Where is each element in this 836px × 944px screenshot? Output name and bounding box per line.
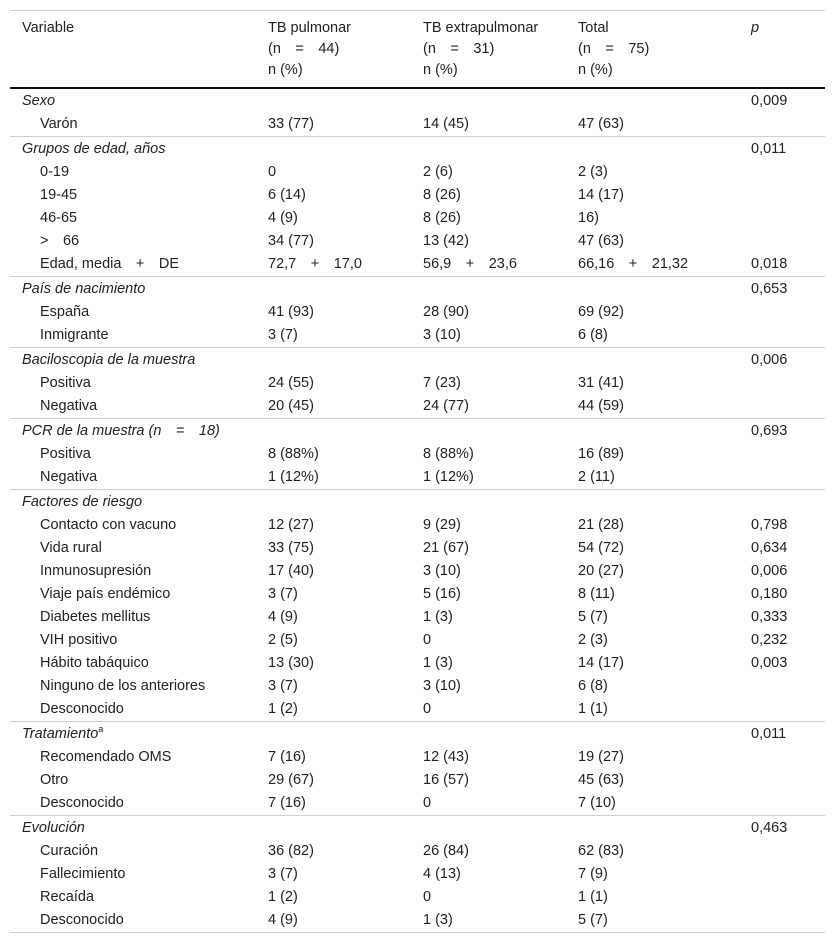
table-row — [10, 863, 825, 886]
row-label: Inmigrante — [40, 327, 109, 343]
cell-p-value — [739, 792, 825, 816]
table-row — [10, 886, 825, 909]
cell-pulmonar: 3 (7) — [268, 866, 298, 882]
table-body — [10, 88, 825, 933]
section-title — [10, 348, 739, 373]
cell-pulmonar: 17 (40) — [268, 563, 314, 579]
cell-extrapulmonar: 13 (42) — [423, 233, 469, 249]
row-label: Negativa — [40, 398, 98, 414]
row-label: 46-65 — [40, 210, 78, 226]
cell-pulmonar: 34 (77) — [268, 233, 314, 249]
table-row — [10, 514, 825, 537]
cell-total: 8 (11) — [578, 586, 615, 602]
cell-extrapulmonar: 8 (26) — [423, 187, 461, 203]
cell-p-value — [739, 230, 825, 253]
cell-extrapulmonar: 7 (23) — [423, 375, 461, 391]
cell-pulmonar: 7 (16) — [268, 795, 306, 811]
cell-pulmonar: 1 (2) — [268, 889, 298, 905]
table-row — [10, 909, 825, 933]
cell-pulmonar: 24 (55) — [268, 375, 314, 391]
cell-total: 16) — [578, 210, 599, 226]
table-row — [10, 537, 825, 560]
row-label: 19-45 — [40, 187, 78, 203]
row-label: Fallecimiento — [40, 866, 126, 882]
cell-total: 19 (27) — [578, 749, 624, 765]
row-label: Positiva — [40, 446, 91, 462]
row-label: Desconocido — [40, 701, 124, 717]
section-p-value — [739, 490, 825, 515]
section-title-text: Evolución — [22, 819, 85, 836]
cell-total: 5 (7) — [566, 909, 739, 933]
cell-pulmonar: 20 (45) — [268, 398, 314, 414]
cell-extrapulmonar: 14 (45) — [423, 116, 469, 132]
section-title — [10, 419, 739, 444]
table-row — [10, 560, 825, 583]
section-header-row — [10, 277, 825, 302]
section-p-value: 0,653 — [739, 277, 825, 302]
section-header-row — [10, 348, 825, 373]
cell-pulmonar: 4 (9) — [256, 909, 411, 933]
table-row — [10, 230, 825, 253]
cell-pulmonar: 7 (16) — [268, 749, 306, 765]
section-title — [10, 816, 739, 841]
section-header-row — [10, 490, 825, 515]
cell-extrapulmonar: 2 (6) — [423, 164, 453, 180]
cell-total: 62 (83) — [578, 843, 624, 859]
cell-extrapulmonar: 12 (43) — [423, 749, 469, 765]
table-row — [10, 629, 825, 652]
cell-total: 20 (27) — [578, 563, 624, 579]
cell-pulmonar: 33 (75) — [268, 540, 314, 556]
row-label: Recaída — [40, 889, 95, 905]
data-table-container — [10, 10, 825, 933]
cell-pulmonar: 12 (27) — [268, 517, 314, 533]
section-header-row — [10, 816, 825, 841]
row-label: Desconocido — [10, 909, 256, 933]
cell-extrapulmonar: 3 (10) — [423, 678, 461, 694]
header-total: Total (n = 75) n (%) — [578, 20, 650, 78]
cell-p-value — [739, 113, 825, 137]
cell-pulmonar: 41 (93) — [268, 304, 314, 320]
section-title-text: Grupos de edad, años — [22, 140, 166, 157]
footnote-marker: a — [98, 723, 104, 734]
cell-p-value: 0,333 — [751, 609, 788, 625]
table-row — [10, 746, 825, 769]
section-title — [10, 88, 739, 113]
row-label: Negativa — [40, 469, 98, 485]
cell-p-value — [739, 466, 825, 490]
cell-pulmonar: 1 (12%) — [268, 469, 319, 485]
cell-extrapulmonar: 0 — [423, 632, 432, 648]
cell-pulmonar: 29 (67) — [268, 772, 314, 788]
table-row — [10, 443, 825, 466]
cell-pulmonar: 13 (30) — [268, 655, 314, 671]
section-title-text: Factores de riesgo — [22, 493, 143, 510]
tb-comparison-table — [10, 10, 825, 933]
table-row — [10, 606, 825, 629]
table-row — [10, 583, 825, 606]
cell-p-value — [739, 184, 825, 207]
table-row — [10, 207, 825, 230]
header-pulmonar: TB pulmonar (n = 44) n (%) — [268, 20, 352, 78]
section-title-text: Baciloscopia de la muestra — [22, 351, 196, 368]
cell-extrapulmonar: 3 (10) — [423, 327, 461, 343]
cell-extrapulmonar: 16 (57) — [423, 772, 469, 788]
cell-extrapulmonar: 1 (3) — [423, 655, 453, 671]
cell-p-value — [739, 886, 825, 909]
table-row — [10, 301, 825, 324]
table-row — [10, 840, 825, 863]
cell-extrapulmonar: 0 — [423, 889, 432, 905]
cell-total: 6 (8) — [578, 678, 608, 694]
cell-total: 69 (92) — [578, 304, 624, 320]
table-header — [10, 11, 825, 89]
cell-total: 21 (28) — [578, 517, 624, 533]
cell-pulmonar: 3 (7) — [268, 586, 298, 602]
table-row — [10, 792, 825, 816]
cell-pulmonar: 3 (7) — [268, 327, 298, 343]
row-label: Diabetes mellitus — [40, 609, 151, 625]
cell-p-value — [739, 395, 825, 419]
section-title — [10, 277, 739, 302]
cell-total: 14 (17) — [578, 655, 624, 671]
cell-p-value — [739, 698, 825, 722]
section-title — [10, 490, 739, 515]
row-label: Viaje país endémico — [40, 586, 171, 602]
section-title-text: Tratamiento — [22, 725, 99, 742]
section-p-value: 0,011 — [739, 137, 825, 162]
header-row — [10, 11, 825, 89]
cell-total: 16 (89) — [578, 446, 624, 462]
cell-p-value — [739, 161, 825, 184]
header-extrapulmonar: TB extrapulmonar (n = 31) n (%) — [423, 20, 539, 78]
cell-total: 2 (3) — [578, 164, 608, 180]
row-label: Ninguno de los anteriores — [40, 678, 206, 694]
cell-p-value — [739, 207, 825, 230]
row-label: Otro — [40, 772, 69, 788]
cell-extrapulmonar: 1 (3) — [423, 609, 453, 625]
table-row — [10, 372, 825, 395]
section-title-text: Sexo — [22, 92, 56, 109]
header-p-value: p — [751, 20, 760, 36]
row-label: Curación — [40, 843, 99, 859]
cell-pulmonar: 36 (82) — [268, 843, 314, 859]
table-row — [10, 395, 825, 419]
row-label: Vida rural — [40, 540, 102, 556]
row-label: Edad, media + DE — [40, 256, 180, 272]
cell-p-value — [739, 675, 825, 698]
row-label: VIH positivo — [40, 632, 118, 648]
section-header-row — [10, 419, 825, 444]
cell-p-value — [739, 909, 825, 933]
cell-total: 1 (1) — [578, 889, 608, 905]
section-title — [10, 722, 739, 747]
cell-extrapulmonar: 8 (88%) — [423, 446, 474, 462]
cell-p-value: 0,798 — [751, 517, 788, 533]
section-title — [10, 137, 739, 162]
cell-pulmonar: 4 (9) — [268, 609, 298, 625]
row-label: Positiva — [40, 375, 91, 391]
cell-extrapulmonar: 4 (13) — [423, 866, 461, 882]
cell-p-value — [739, 324, 825, 348]
cell-extrapulmonar: 21 (67) — [423, 540, 469, 556]
cell-extrapulmonar: 28 (90) — [423, 304, 469, 320]
cell-total: 7 (9) — [578, 866, 608, 882]
row-label: 0-19 — [40, 164, 70, 180]
cell-total: 2 (3) — [578, 632, 608, 648]
cell-total: 2 (11) — [578, 469, 615, 485]
table-row — [10, 184, 825, 207]
cell-p-value: 0,232 — [751, 632, 788, 648]
section-header-row — [10, 137, 825, 162]
cell-pulmonar: 1 (2) — [268, 701, 298, 717]
cell-p-value: 0,018 — [751, 256, 788, 272]
cell-p-value: 0,003 — [751, 655, 788, 671]
row-label: Recomendado OMS — [40, 749, 172, 765]
table-row — [10, 675, 825, 698]
cell-extrapulmonar: 3 (10) — [423, 563, 461, 579]
section-p-value: 0,006 — [739, 348, 825, 373]
cell-total: 66,16 + 21,32 — [578, 256, 689, 272]
cell-extrapulmonar: 0 — [423, 701, 432, 717]
section-header-row — [10, 722, 825, 747]
row-label: Contacto con vacuno — [40, 517, 177, 533]
cell-total: 47 (63) — [578, 233, 624, 249]
table-row — [10, 769, 825, 792]
cell-extrapulmonar: 8 (26) — [423, 210, 461, 226]
cell-pulmonar: 4 (9) — [268, 210, 298, 226]
cell-total: 45 (63) — [578, 772, 624, 788]
section-p-value: 0,011 — [739, 722, 825, 747]
header-variable: Variable — [22, 20, 75, 36]
cell-p-value — [739, 840, 825, 863]
cell-total: 5 (7) — [578, 609, 608, 625]
cell-p-value — [739, 372, 825, 395]
cell-extrapulmonar: 1 (3) — [411, 909, 566, 933]
table-row — [10, 161, 825, 184]
section-title-text: País de nacimiento — [22, 280, 146, 297]
cell-total: 47 (63) — [578, 116, 624, 132]
cell-total: 1 (1) — [578, 701, 608, 717]
cell-p-value — [739, 769, 825, 792]
cell-extrapulmonar: 5 (16) — [423, 586, 461, 602]
table-row — [10, 466, 825, 490]
row-label: Desconocido — [40, 795, 124, 811]
section-title-text: PCR de la muestra (n = 18) — [22, 422, 220, 439]
table-row — [10, 324, 825, 348]
cell-pulmonar: 8 (88%) — [268, 446, 319, 462]
cell-p-value — [739, 863, 825, 886]
cell-p-value: 0,006 — [751, 563, 788, 579]
cell-total: 54 (72) — [578, 540, 624, 556]
table-row — [10, 652, 825, 675]
cell-total: 7 (10) — [578, 795, 616, 811]
cell-p-value: 0,180 — [751, 586, 788, 602]
cell-pulmonar: 3 (7) — [268, 678, 298, 694]
cell-p-value: 0,634 — [751, 540, 788, 556]
cell-p-value — [739, 443, 825, 466]
row-label: > 66 — [40, 233, 80, 249]
cell-total: 44 (59) — [578, 398, 624, 414]
section-p-value: 0,463 — [739, 816, 825, 841]
cell-extrapulmonar: 0 — [423, 795, 432, 811]
cell-p-value — [739, 746, 825, 769]
cell-total: 14 (17) — [578, 187, 624, 203]
table-row — [10, 113, 825, 137]
cell-extrapulmonar: 9 (29) — [423, 517, 461, 533]
section-header-row — [10, 88, 825, 113]
cell-extrapulmonar: 56,9 + 23,6 — [423, 256, 517, 272]
row-label: Inmunosupresión — [40, 563, 152, 579]
cell-extrapulmonar: 26 (84) — [423, 843, 469, 859]
section-p-value: 0,009 — [751, 92, 788, 109]
row-label: Varón — [40, 116, 78, 132]
cell-total: 6 (8) — [578, 327, 608, 343]
cell-pulmonar: 6 (14) — [268, 187, 306, 203]
cell-pulmonar: 2 (5) — [268, 632, 298, 648]
cell-extrapulmonar: 24 (77) — [423, 398, 469, 414]
cell-pulmonar: 72,7 + 17,0 — [268, 256, 362, 272]
row-label: Hábito tabáquico — [40, 655, 149, 671]
cell-p-value — [739, 301, 825, 324]
row-label: España — [40, 304, 90, 320]
table-row — [10, 253, 825, 277]
cell-extrapulmonar: 1 (12%) — [423, 469, 474, 485]
cell-pulmonar: 33 (77) — [268, 116, 314, 132]
table-row — [10, 698, 825, 722]
section-p-value: 0,693 — [739, 419, 825, 444]
cell-total: 31 (41) — [578, 375, 624, 391]
cell-pulmonar: 0 — [268, 164, 277, 180]
